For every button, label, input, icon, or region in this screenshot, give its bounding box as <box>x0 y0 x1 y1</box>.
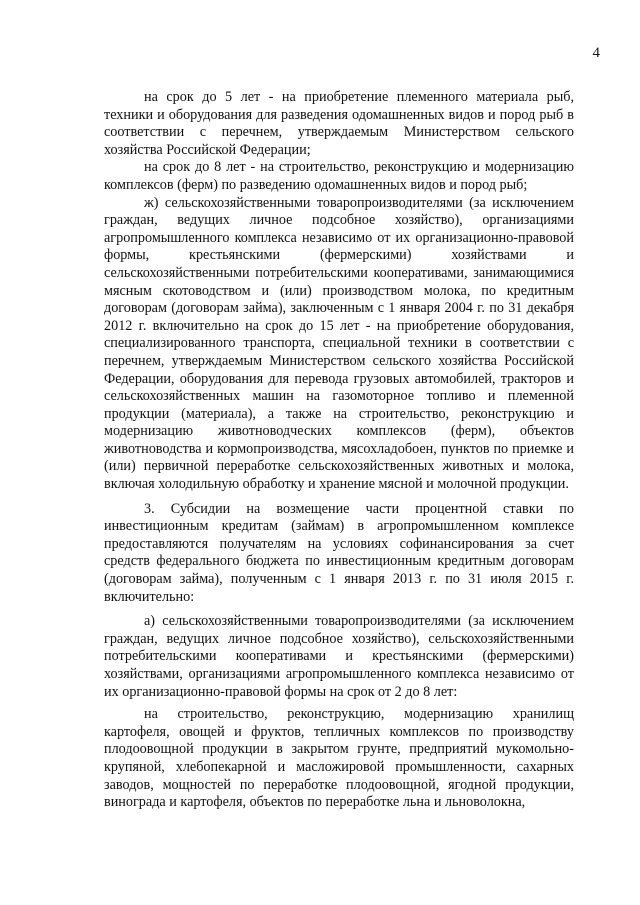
paragraph-item-a: а) сельскохозяйственными товаропроизводителями (за исключением граждан, ведущих личное подсобное хозяйство), сельскохозяйственными потребительскими кооперативами и крестьянскими (фермерскими) хозяйствами, организациями агропромышленного комплекса независимо от их организационно-правовой формы на срок от 2 до 8 лет: <box>104 613 574 700</box>
document-body <box>104 89 574 812</box>
paragraph-fish-material-5-years: на срок до 5 лет - на приобретение племенного материала рыб, техники и оборудования для разведения одомашненных видов и пород рыб в соответствии с перечнем, утверждаемым Министерством сельского хозяйства Российской Федерации; <box>104 89 574 158</box>
paragraph-storage-construction: на строительство, реконструкцию, модернизацию хранилищ картофеля, овощей и фруктов, тепличных комплексов по производству плодоовощной продукции в закрытом грунте, предприятий мукомольно-крупяной, хлебопекарной и масложировой промышленности, сахарных заводов, мощностей по переработке плодоовощной, ягодной продукции, винограда и картофеля, объектов по переработке льна и льноволокна, <box>104 706 574 811</box>
paragraph-fish-farms-8-years: на срок до 8 лет - на строительство, реконструкцию и модернизацию комплексов (ферм) по разведению одомашненных видов и пород рыб; <box>104 159 574 193</box>
paragraph-section-3: 3. Субсидии на возмещение части процентной ставки по инвестиционным кредитам (займам) в агропромышленном комплексе предоставляются получателям на условиях софинансирования за счет средств федерального бюджета по инвестиционным кредитным договорам (договорам займа), полученным с 1 января 2013 г. по 31 июля 2015 г. включительно: <box>104 500 574 605</box>
page-number: 4 <box>592 45 600 61</box>
paragraph-item-zh: ж) сельскохозяйственными товаропроизводителями (за исключением граждан, ведущих личное подсобное хозяйство), организациями агропромышленного комплекса независимо от их организационно-правовой формы, крестьянскими (фермерскими) хозяйствами и сельскохозяйственными потребительскими кооперативами, занимающимися мясным скотоводством и (или) производством молока, по кредитным договорам (договорам займа), заключенным с 1 января 2004 г. по 31 декабря 2012 г. включительно на срок до 15 лет - на приобретение оборудования, специализированного транспорта, специальной техники в соответствии с перечнем, утверждаемым Министерством сельского хозяйства Российской Федерации, оборудования для перевода грузовых автомобилей, тракторов и сельскохозяйственных машин на газомоторное топливо и племенной продукции (материала), а также на строительство, реконструкцию и модернизацию животноводческих комплексов (ферм), объектов животноводства и кормопроизводства, мясохладобоен, пунктов по приемке и (или) первичной переработке сельскохозяйственных животных и молока, включая холодильную обработку и хранение мясной и молочной продукции. <box>104 194 574 493</box>
